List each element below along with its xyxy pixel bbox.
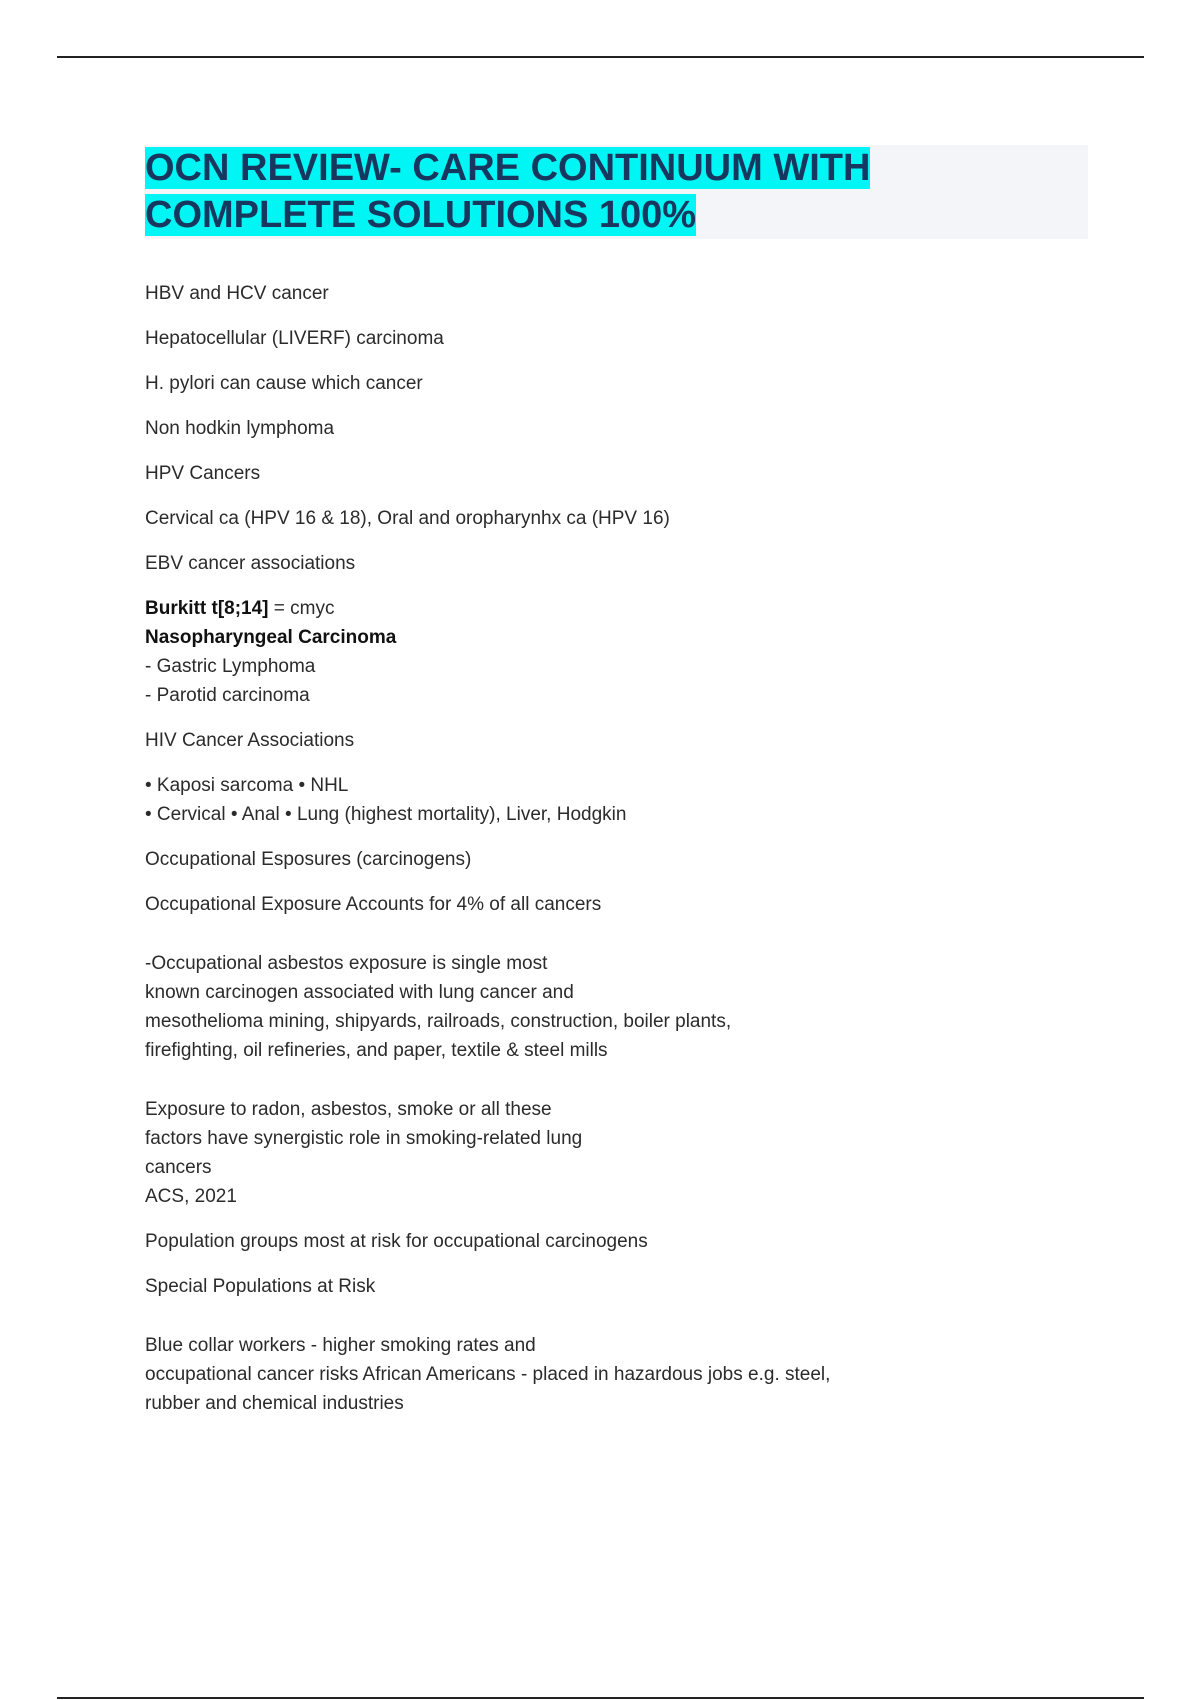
ebv-burkitt-bold: Burkitt t[8;14] <box>145 598 269 619</box>
question-h-pylori: H. pylori can cause which cancer <box>145 373 423 394</box>
asbestos-line-4: firefighting, oil refineries, and paper, textile & steel mills <box>145 1040 608 1061</box>
document-body <box>145 145 1090 1434</box>
answer-h-pylori: Non hodkin lymphoma <box>145 418 335 439</box>
answer-hpv: Cervical ca (HPV 16 & 18), Oral and oropharynhx ca (HPV 16) <box>145 508 670 529</box>
ebv-gastric: - Gastric Lymphoma <box>145 656 316 677</box>
answer-hbv-hcv: Hepatocellular (LIVERF) carcinoma <box>145 328 444 349</box>
radon-line-2: factors have synergistic role in smoking-related lung <box>145 1128 583 1149</box>
radon-line-3: cancers <box>145 1157 212 1178</box>
ebv-burkitt-rest: = cmyc <box>268 598 335 619</box>
ebv-nasopharyngeal: Nasopharyngeal Carcinoma <box>145 627 397 648</box>
document-title <box>145 147 870 236</box>
population-line-1: Blue collar workers - higher smoking rates and <box>145 1335 536 1356</box>
answer-ebv <box>145 594 1090 710</box>
ebv-burkitt-line <box>145 594 1090 623</box>
ebv-parotid: - Parotid carcinoma <box>145 685 310 706</box>
occupational-asbestos-paragraph <box>145 949 1090 1065</box>
question-population-groups: Population groups most at risk for occupational carcinogens <box>145 1231 648 1252</box>
hiv-line-2: • Cervical • Anal • Lung (highest mortality), Liver, Hodgkin <box>145 804 627 825</box>
radon-line-1: Exposure to radon, asbestos, smoke or all these <box>145 1099 552 1120</box>
radon-citation: ACS, 2021 <box>145 1186 237 1207</box>
title-box <box>145 145 1088 239</box>
title-line-1: OCN REVIEW- CARE CONTINUUM WITH <box>145 147 871 189</box>
question-occupational: Occupational Esposures (carcinogens) <box>145 849 472 870</box>
hiv-line-1: • Kaposi sarcoma • NHL <box>145 775 349 796</box>
asbestos-line-3: mesothelioma mining, shipyards, railroads, construction, boiler plants, <box>145 1011 732 1032</box>
question-hbv-hcv: HBV and HCV cancer <box>145 283 329 304</box>
title-line-2: COMPLETE SOLUTIONS 100% <box>145 194 697 236</box>
question-hpv: HPV Cancers <box>145 463 261 484</box>
population-line-2: occupational cancer risks African Americans - placed in hazardous jobs e.g. steel, <box>145 1364 831 1385</box>
occupational-radon-paragraph <box>145 1095 1090 1211</box>
question-hiv: HIV Cancer Associations <box>145 730 355 751</box>
answer-hiv <box>145 771 1090 829</box>
top-rule <box>57 56 1144 58</box>
asbestos-line-2: known carcinogen associated with lung cancer and <box>145 982 574 1003</box>
special-populations-paragraph <box>145 1331 1090 1418</box>
bottom-rule <box>57 1697 1144 1699</box>
asbestos-line-1: -Occupational asbestos exposure is single most <box>145 953 548 974</box>
question-ebv: EBV cancer associations <box>145 553 356 574</box>
special-populations-heading: Special Populations at Risk <box>145 1276 376 1297</box>
occupational-intro: Occupational Exposure Accounts for 4% of all cancers <box>145 894 602 915</box>
population-line-3: rubber and chemical industries <box>145 1393 404 1414</box>
